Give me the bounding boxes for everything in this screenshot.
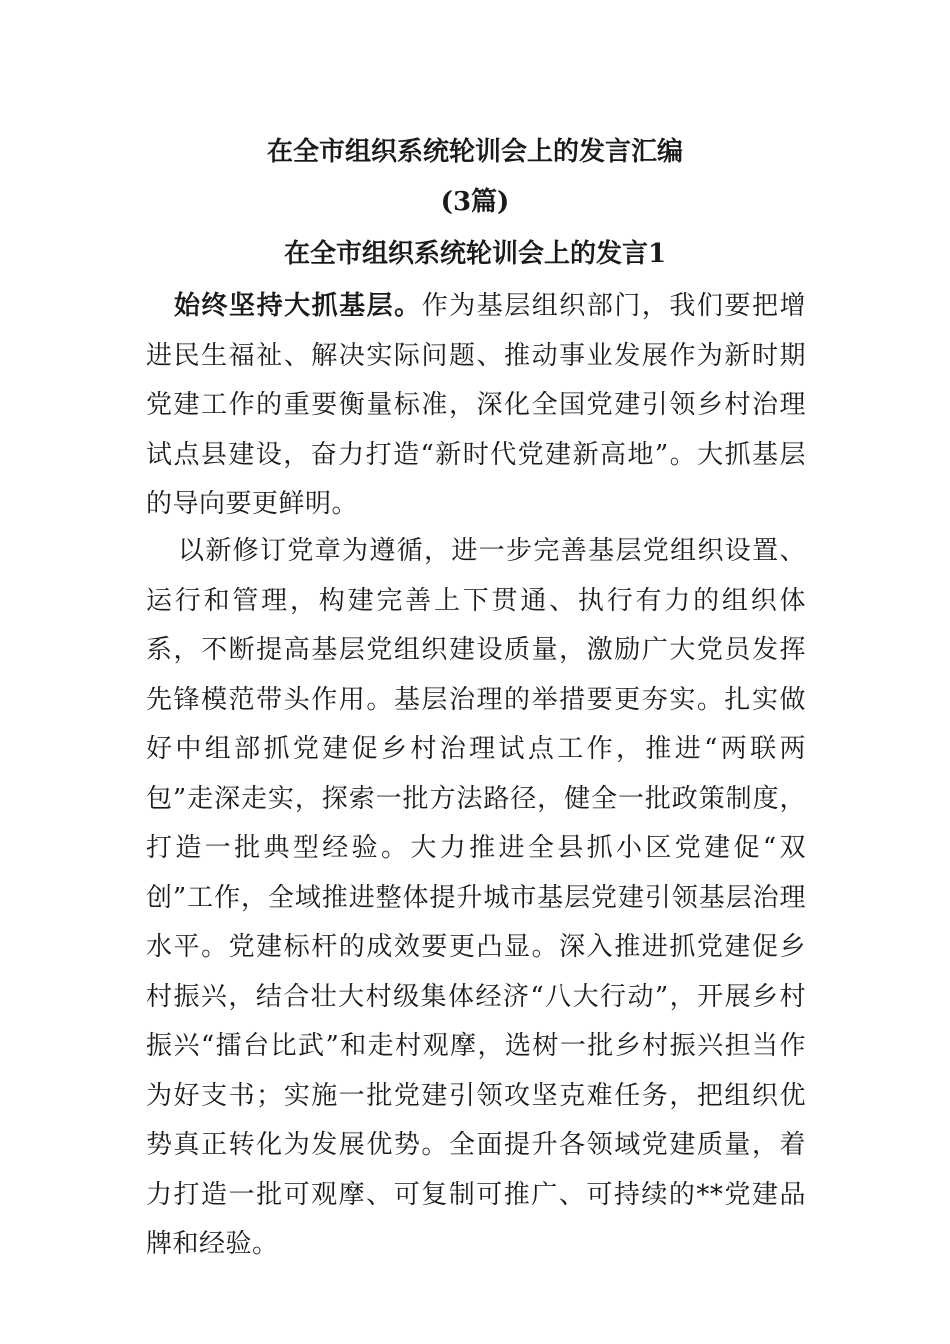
paragraph-1-text: 作为基层组织部门，我们要把增进民生福祉、解决实际问题、推动事业发展作为新时期党建工作的重要衡量标准，深化全国党建引领乡村治理试点县建设，奋力打造“新时代党建新高地”。大抓基层的导向要更鲜明。 xyxy=(146,291,806,519)
paragraph-2: 以新修订党章为遵循，进一步完善基层党组织设置、运行和管理，构建完善上下贯通、执行有力的组织体系，不断提高基层党组织建设质量，激励广大党员发挥先锋模范带头作用。基层治理的举措要更夯实。扎实做好中组部抓党建促乡村治理试点工作，推进“两联两包”走深走实，探索一批方法路径，健全一批政策制度，打造一批典型经验。大力推进全县抓小区党建促“双创”工作，全域推进整体提升城市基层党建引领基层治理水平。党建标杆的成效要更凸显。深入推进抓党建促乡村振兴，结合壮大村级集体经济“八大行动”，开展乡村振兴“擂台比武”和走村观摩，选树一批乡村振兴担当作为好支书；实施一批党建引领攻坚克难任务，把组织优势真正转化为发展优势。全面提升各领域党建质量，着力打造一批可观摩、可复制可推广、可持续的**党建品牌和经验。 xyxy=(146,536,806,1259)
section-title: 在全市组织系统轮训会上的发言1 xyxy=(283,239,667,269)
document-subtitle: (3篇) xyxy=(440,187,510,217)
paragraph-1-lead: 始终坚持大抓基层。 xyxy=(174,291,422,321)
paragraph-1 xyxy=(146,282,806,530)
document-title: 在全市组织系统轮训会上的发言汇编 xyxy=(266,137,683,167)
